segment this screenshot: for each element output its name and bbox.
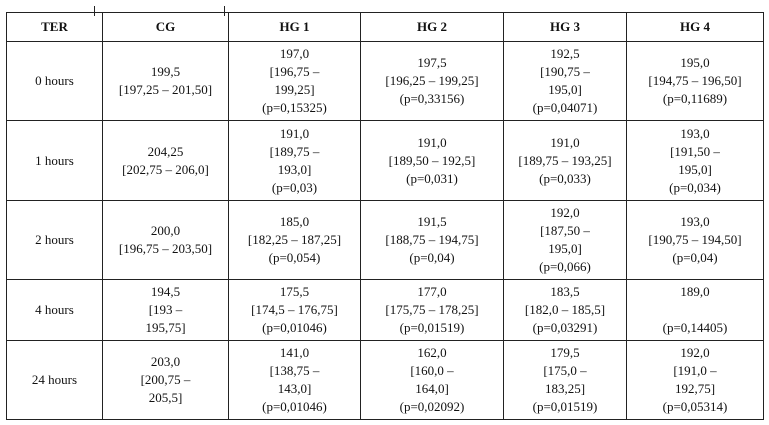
cell-line: [189,75 –	[269, 143, 320, 159]
cell-line: 200,0	[150, 223, 181, 239]
cell-line: 195,0]	[548, 82, 582, 98]
row-label: 4 hours	[7, 280, 103, 340]
column-header: CG	[103, 13, 229, 42]
cell-line: 191,0	[417, 134, 447, 150]
cell-line: 183,5	[550, 283, 580, 299]
cell-line: 141,0	[279, 344, 310, 360]
cell-line: 204,25	[147, 143, 184, 159]
table-cell	[504, 200, 627, 279]
results-table	[6, 12, 764, 420]
cell-line: [187,50 –	[540, 223, 590, 239]
cell-line: (p=0,03291)	[532, 319, 598, 335]
cell-line: 197,5	[417, 55, 447, 71]
column-header: TER	[7, 13, 103, 42]
cell-line: [191,0 –	[673, 362, 717, 378]
cell-line: 194,5	[150, 283, 181, 299]
cell-line: 195,75]	[145, 319, 186, 335]
table-cell	[103, 42, 229, 121]
cell-line: (p=0,05314)	[662, 398, 728, 414]
table-cell	[627, 42, 764, 121]
cell-line: (p=0,01519)	[532, 398, 598, 414]
cell-line: 191,0	[550, 134, 580, 150]
table-cell	[627, 340, 764, 419]
table-cell	[103, 121, 229, 200]
cell-line: (p=0,04)	[672, 250, 718, 266]
cell-line: [194,75 – 196,50]	[648, 73, 742, 89]
table-cell	[361, 200, 504, 279]
table-cell	[627, 280, 764, 340]
cell-line: (p=0,03)	[271, 179, 318, 195]
cell-line: 185,0	[279, 214, 310, 230]
row-label: 0 hours	[7, 42, 103, 121]
cell-line: (p=0,33156)	[399, 91, 465, 107]
cell-line: [188,75 – 194,75]	[385, 232, 479, 248]
table-row	[7, 200, 764, 279]
column-header: HG 2	[361, 13, 504, 42]
row-label: 24 hours	[7, 340, 103, 419]
cell-line: [190,75 –	[540, 64, 590, 80]
cell-line: 192,0	[550, 205, 580, 221]
row-label: 1 hours	[7, 121, 103, 200]
cell-line: 191,5	[417, 214, 447, 230]
cell-line: [200,75 –	[140, 371, 191, 387]
table-cell	[504, 121, 627, 200]
cell-line: [175,0 –	[543, 362, 587, 378]
table-cell	[229, 121, 361, 200]
cell-line: 195,0	[680, 55, 710, 71]
cell-line: 195,0]	[678, 161, 712, 177]
table-row	[7, 121, 764, 200]
cell-line: 175,5	[279, 283, 310, 299]
cell-line: (p=0,11689)	[662, 91, 728, 107]
cell-line: 205,5]	[148, 389, 183, 405]
table-row	[7, 340, 764, 419]
cell-line: [175,75 – 178,25]	[385, 301, 479, 317]
cell-line: (p=0,04)	[409, 250, 455, 266]
cell-line: (p=0,066)	[539, 259, 591, 275]
cell-line: (p=0,14405)	[662, 319, 728, 335]
column-header: HG 3	[504, 13, 627, 42]
cell-line: 189,0	[680, 283, 710, 299]
table-row	[7, 280, 764, 340]
cell-line: (p=0,034)	[669, 179, 721, 195]
table-cell	[361, 42, 504, 121]
cell-line: [191,50 –	[670, 143, 720, 159]
table-cell	[361, 280, 504, 340]
cell-line: 179,5	[550, 344, 580, 360]
cell-line: [182,25 – 187,25]	[247, 232, 342, 248]
table-cell	[361, 121, 504, 200]
cell-line: 143,0]	[277, 380, 312, 396]
cell-line: [160,0 –	[410, 362, 454, 378]
cell-line: (p=0,01046)	[262, 319, 327, 335]
table-cell	[504, 340, 627, 419]
table-cell	[229, 340, 361, 419]
row-label: 2 hours	[7, 200, 103, 279]
cell-line: [196,75 – 203,50]	[118, 241, 213, 257]
cell-line: 193,0	[680, 125, 710, 141]
cell-line: 203,0	[150, 353, 181, 369]
table-row	[7, 42, 764, 121]
cell-line: [196,25 – 199,25]	[385, 73, 479, 89]
header-row	[7, 13, 764, 42]
cell-line	[630, 301, 760, 319]
cell-line: (p=0,15325)	[262, 100, 327, 116]
cell-line: [189,75 – 193,25]	[518, 152, 612, 168]
table-cell	[103, 340, 229, 419]
cell-line: [196,75 –	[269, 64, 320, 80]
cell-line: [190,75 – 194,50]	[648, 232, 742, 248]
cell-line: (p=0,01519)	[399, 319, 465, 335]
column-header: HG 1	[229, 13, 361, 42]
cell-line: [174,5 – 176,75]	[251, 301, 338, 317]
cell-line: (p=0,031)	[406, 170, 458, 186]
cell-line: 183,25]	[544, 380, 586, 396]
cell-line: 193,0	[680, 214, 710, 230]
cell-line: 177,0	[417, 283, 447, 299]
cell-line: 164,0]	[415, 380, 449, 396]
table-cell	[504, 42, 627, 121]
table-cell	[103, 200, 229, 279]
table-cell	[229, 42, 361, 121]
cell-line: 199,5	[150, 64, 181, 80]
cell-line: 192,0	[680, 344, 710, 360]
table-cell	[103, 280, 229, 340]
cell-line: 195,0]	[548, 241, 582, 257]
table-cell	[627, 121, 764, 200]
cell-line: 197,0	[279, 46, 310, 62]
cell-line: [138,75 –	[269, 362, 320, 378]
table-cell	[361, 340, 504, 419]
cell-line: 162,0	[417, 344, 447, 360]
cell-line: (p=0,04071)	[532, 100, 598, 116]
cell-line: [202,75 – 206,0]	[122, 161, 209, 177]
cell-line: 191,0	[279, 125, 310, 141]
cell-line: 193,0]	[277, 161, 312, 177]
cell-line: 192,5	[550, 46, 580, 62]
table-cell	[504, 280, 627, 340]
cell-line: [189,50 – 192,5]	[388, 152, 476, 168]
cell-line: 192,75]	[674, 380, 716, 396]
table-cell	[229, 200, 361, 279]
cell-line: (p=0,054)	[268, 250, 321, 266]
table-body	[7, 42, 764, 420]
cell-line: (p=0,033)	[539, 170, 591, 186]
table-cell	[229, 280, 361, 340]
cell-line: (p=0,01046)	[262, 398, 327, 414]
cell-line: [197,25 – 201,50]	[118, 82, 213, 98]
cell-line: (p=0,02092)	[399, 398, 465, 414]
cell-line: [193 –	[148, 301, 183, 317]
column-header: HG 4	[627, 13, 764, 42]
cell-line: [182,0 – 185,5]	[524, 301, 606, 317]
cell-line: 199,25]	[274, 82, 315, 98]
table-cell	[627, 200, 764, 279]
